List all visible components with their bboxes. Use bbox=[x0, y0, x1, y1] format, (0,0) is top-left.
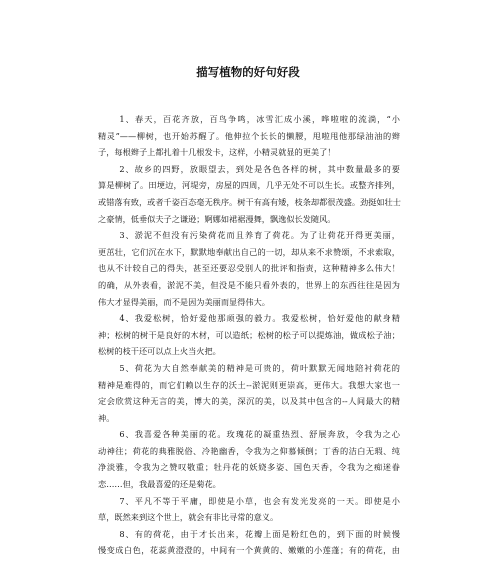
paragraph-line: 松树的枝干还可以点上火当火把。 bbox=[98, 346, 221, 357]
paragraph-5 bbox=[98, 360, 400, 426]
document-body bbox=[98, 111, 400, 559]
paragraph-3 bbox=[98, 227, 400, 310]
paragraph-line: 8、有的荷花，由于才长出来，花瓣上面是粉红色的，到下面的时候慢 bbox=[119, 528, 400, 539]
paragraph-line: 之豪情，低垂似夫子之谦逊；婀娜如裙裾漫舞，飘逸似长发随风。 bbox=[98, 213, 336, 224]
paragraph-2 bbox=[98, 161, 400, 227]
paragraph-line: 动神往；荷花的典雅脱俗、冷艳幽香，令我为之仰慕倾倒；丁香的洁白无瑕、纯 bbox=[98, 445, 400, 456]
paragraph-line: 伟大才显得美丽，而不是因为美丽而显得伟大。 bbox=[98, 296, 270, 307]
paragraph-line: 3、淤泥不但没有污染荷花而且养育了荷花。为了让荷花开得更美丽， bbox=[119, 230, 400, 241]
paragraph-line: 也从不计较自己的得失，甚至还要忍受别人的批评和指责，这种精神多么伟大！ bbox=[98, 263, 400, 274]
paragraph-line: 2、故乡的四野，放眼望去，到处是各色各样的树，其中数量最多的要 bbox=[119, 163, 400, 174]
paragraph-4 bbox=[98, 310, 400, 360]
paragraph-line: 净淡雅，令我为之赞叹敬重；牡丹花的妖娆多姿、国色天香，令我为之痴迷眷 bbox=[98, 462, 400, 473]
paragraph-line: 5、荷花为大自然奉献美的精神是可贵的，荷叶默默无闻地陪衬荷花的 bbox=[119, 362, 400, 373]
document-title: 描写植物的好句好段 bbox=[196, 65, 300, 79]
paragraph-line: 4、我爱松树，恰好爱他那顽强的毅力。我爱松树，恰好爱他的献身精 bbox=[119, 313, 400, 324]
paragraph-line: 的确，从外表看，淤泥不美，但没是不能只看外表的，世界上的东西往往是因为 bbox=[98, 279, 400, 290]
paragraph-line: 或错落有致，或者千姿百态毫无秩序。树干有高有矮，枝条却都很茂盛。劲挺如壮士 bbox=[98, 196, 401, 207]
paragraph-7 bbox=[98, 493, 400, 526]
paragraph-line: 7、平凡不等于平庸，即使是小草，也会有发光发亮的一天。即使是小 bbox=[119, 495, 400, 506]
paragraph-line: 慢变成白色，花蕊黄澄澄的，中间有一个黄黄的、嫩嫩的小莲蓬；有的荷花，由 bbox=[98, 545, 400, 556]
paragraph-line: 精灵”——柳树，也开始苏醒了。他伸拉个长长的懒腰，甩啦甩他那绿油油的辫 bbox=[98, 130, 400, 141]
paragraph-8 bbox=[98, 526, 400, 559]
paragraph-line: 算是柳树了。田埂边，河堤旁，房屋的四周，几乎无处不可以生长。或整齐排列， bbox=[98, 180, 400, 191]
paragraph-line: 更茁壮，它们沉在水下，默默地奉献出自己的一切，却从来不求赞颂，不求索取， bbox=[98, 246, 400, 257]
paragraph-line: 神；松树的树干是良好的木材，可以造纸；松树的松子可以提炼油，做成松子油； bbox=[98, 329, 400, 340]
paragraph-line: 神。 bbox=[98, 412, 115, 423]
paragraph-1 bbox=[98, 111, 400, 161]
paragraph-line: 恋……但，我最喜爱的还是菊花。 bbox=[98, 479, 221, 490]
paragraph-line: 子，每根辫子上都扎着十几根发卡，这样，小精灵就显的更美了！ bbox=[98, 147, 336, 158]
paragraph-6 bbox=[98, 426, 400, 492]
paragraph-line: 定会欣赏这种无言的美，博大的美，深沉的美，以及其中包含的--人间最大的精 bbox=[98, 396, 400, 407]
paragraph-line: 6、我喜爱各种美丽的花。玫瑰花的凝重热烈、舒展奔放，令我为之心 bbox=[119, 429, 400, 440]
paragraph-line: 草，既然来到这个世上，就会有非比寻常的意义。 bbox=[98, 512, 279, 523]
paragraph-line: 1、春天，百花齐放，百鸟争鸣，冰雪汇成小溪，哗啦啦的流淌，“小 bbox=[119, 114, 400, 124]
paragraph-line: 精神是难得的，而它们赖以生存的沃土--淤泥则更崇高，更伟大。我想大家也一 bbox=[98, 379, 400, 390]
